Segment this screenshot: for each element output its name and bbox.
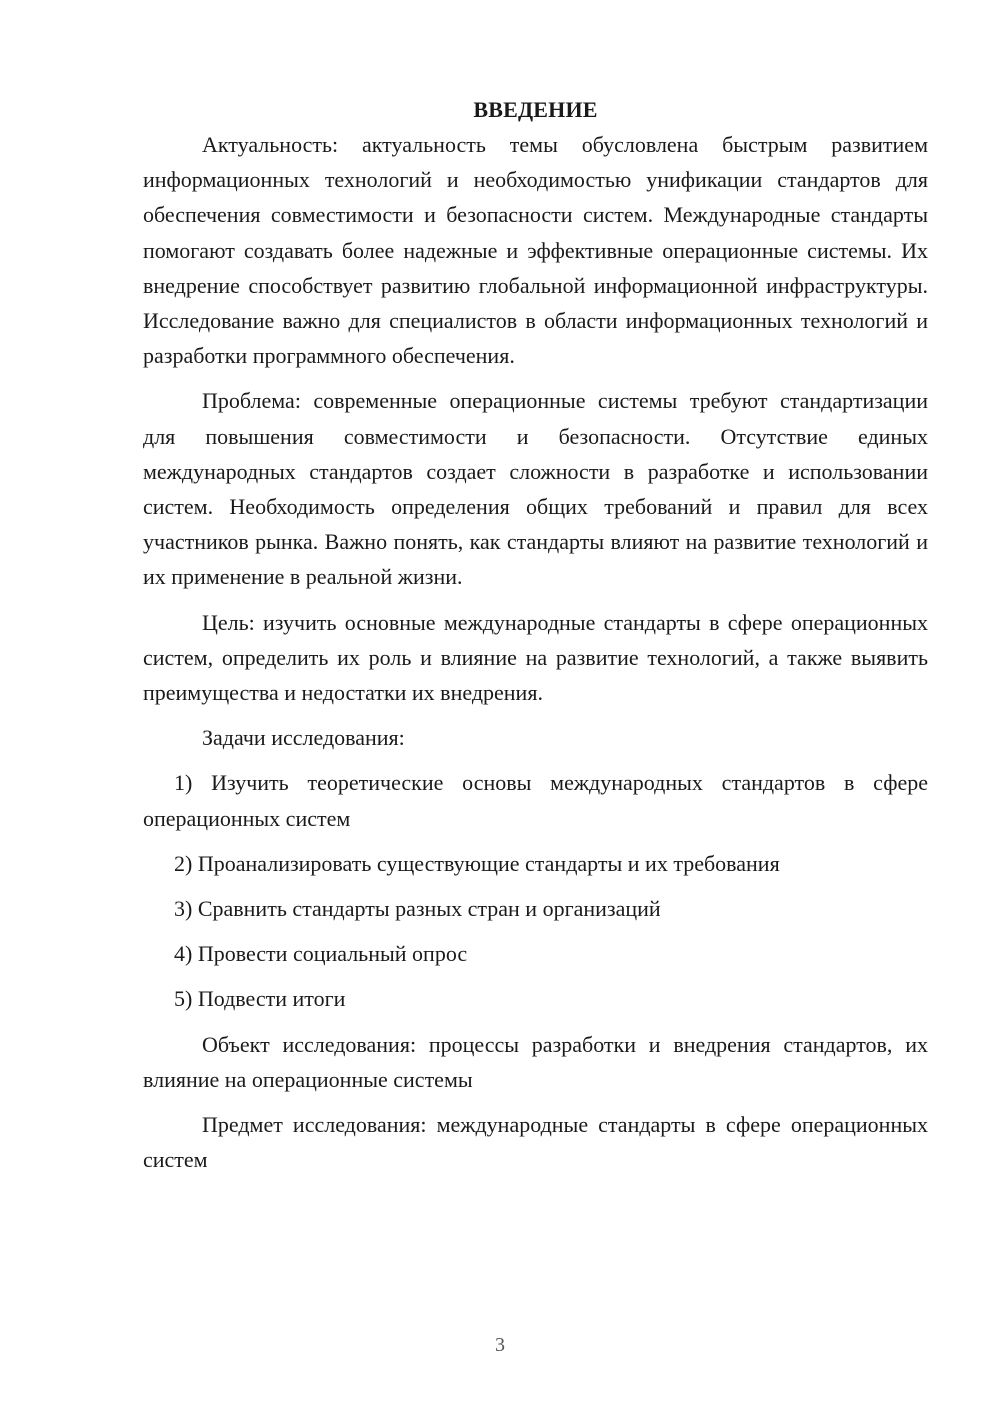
object-paragraph: Объект исследования: процессы разработки и внедрения стандартов, их влияние на операционные системы xyxy=(143,1031,928,1092)
paragraph-gap xyxy=(143,373,928,383)
tasks-heading: Задачи исследования: xyxy=(202,725,405,751)
task-item-1: 1) Изучить теоретические основы международных стандартов в сфере операционных систем xyxy=(143,770,928,831)
problem-paragraph: Проблема: современные операционные системы требуют стандартизации для повышения совместимости и безопасности. Отсутствие единых международных стандартов создает сложности в разработке и использовании систем. Необходимость определения общих требований и правил для всех участников рынка. Важно понять, как стандарты влияют на развитие технологий и их применение в реальной жизни. xyxy=(143,388,928,590)
paragraph-gap xyxy=(143,595,928,605)
paragraph-gap xyxy=(143,1097,928,1107)
task-item-4: 4) Провести социальный опрос xyxy=(174,941,468,967)
task-item-3: 3) Сравнить стандарты разных стран и организаций xyxy=(174,896,661,922)
paragraph-gap xyxy=(143,710,928,720)
page-number: 3 xyxy=(495,1334,505,1356)
relevance-paragraph: Актуальность: актуальность темы обусловлена быстрым развитием информационных технологий и необходимостью унификации стандартов для обеспечения совместимости и безопасности систем. Международные стандарты помогают создавать более надежные и эффективные операционные системы. Их внедрение способствует развитию глобальной информационной инфраструктуры. Исследование важно для специалистов в области информационных технологий и разработки программного обеспечения. xyxy=(143,132,928,369)
subject-paragraph: Предмет исследования: международные стандарты в сфере операционных систем xyxy=(143,1112,928,1173)
paragraph-gap xyxy=(143,881,928,891)
section-title: ВВЕДЕНИЕ xyxy=(473,97,598,122)
paragraph-gap xyxy=(143,1017,928,1027)
paragraph-gap xyxy=(143,926,928,936)
paragraph-gap xyxy=(143,836,928,846)
paragraph-gap xyxy=(143,971,928,981)
document-page xyxy=(143,92,928,1177)
goal-paragraph: Цель: изучить основные международные стандарты в сфере операционных систем, определить их роль и влияние на развитие технологий, а также выявить преимущества и недостатки их внедрения. xyxy=(143,609,928,706)
task-item-2: 2) Проанализировать существующие стандарты и их требования xyxy=(174,850,780,876)
task-item-5: 5) Подвести итоги xyxy=(174,986,346,1012)
paragraph-gap xyxy=(143,755,928,765)
